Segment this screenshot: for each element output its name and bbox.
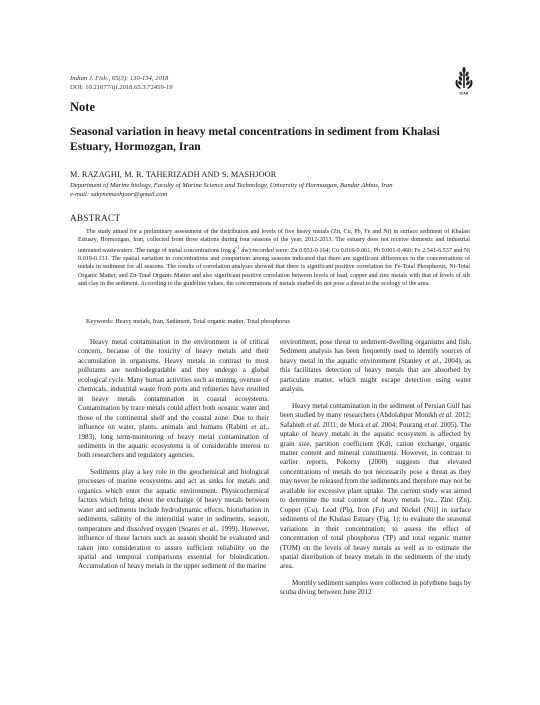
text-span: environment, pose threat to sediment-dwelling organisms and fish. Sediment analysis has been frequently used to identify sources of heavy metal in the aquatic environment (Stanley xyxy=(280,338,471,365)
text-span: 2004; Pourang xyxy=(379,420,425,429)
text-span-italic: viz., xyxy=(425,496,438,505)
department: Department of Marine biology, Faculty of Marine Science and Technology, University of Hormozgan, Bandar Abbas, Iran xyxy=(70,182,393,189)
text-span: Monthly sediment samples were collected in polythene bags by scuba diving between June 2012 xyxy=(280,578,471,597)
doi: DOI: 10.21077/ijf.2018.65.3.72459-19 xyxy=(70,84,173,91)
keywords: Keywords: Heavy metals, Iran, Sediment, Total organic matter, Total phosphorus xyxy=(86,318,290,325)
text-span: Heavy metal contamination in the environment is of critical concern, because of the toxicity of heavy metals and their accumulation in organisms. Heavy metals in contrast to most pollutants are nonbiodegradable and they undergo a global ecological cycle. Many human activities such as mining, overuse of chemicals, industrial waste from ports and refineries have resulted in heavy metals contamination in coastal ecosystems. Contamination by trace metals could affect both oceanic water and those of the continental shelf and the coastal zone. Due to their influence on water, plants, animals and humans (Rabitti xyxy=(78,338,269,432)
abstract-text xyxy=(78,228,470,288)
text-span-italic: et al. xyxy=(439,411,454,420)
body-paragraph xyxy=(280,402,471,572)
text-span: Sediments play a key role in the geochemical and biological processes of marine ecosystems and act as sinks for metals and organics which enter the aquatic environment. Physicochemical factors which bring about the exchange of heavy metals between water and sediments include hydrodynamic effects, bioturbation in sediments, salinity of the interstitial water in sediments, season, temperature and dissolved oxygen (Soares xyxy=(78,467,269,533)
authors: M. RAZAGHI, M. R. TAHERIZADH AND S. MASHJOOR xyxy=(70,170,277,179)
text-span-italic: et al xyxy=(251,423,266,432)
text-span: ., 1983), long term-monitoring of heavy metal contamination of sediments in the aquatic ecosystems is of considerable interest to both researchers and regulatory agencies. xyxy=(78,423,269,460)
logo-caption: ICAR xyxy=(459,91,469,96)
text-span-italic: et al. xyxy=(202,524,217,533)
journal-citation: Indian J. Fish., 65(3): 130-134, 2018 xyxy=(70,75,169,82)
body-column-left xyxy=(78,338,269,579)
text-span-italic: et al. xyxy=(306,420,321,429)
text-span: 2011; de Mora xyxy=(320,420,366,429)
body-column-right xyxy=(280,338,471,605)
body-paragraph xyxy=(78,338,269,461)
wheat-emblem-icon xyxy=(452,66,476,96)
abstract-part-1: The study aimed for a preliminary assessment of the distribution and levels of five heavy metals (Zn, Cu, Pb, Fe and Ni) in surface sediment of Khalasi Estuary, Hormozgan, Iran, collected from three stations during four seasons of the year, 2012-2013. The estuary does not receive domestic and industrial untreated wastewaters. The range of metal concentrations (mg g xyxy=(78,229,470,255)
text-span: 2005). The uptake of heavy metals in the aquatic ecosystem is affected by grain size, partition coefficient (Kd), cation exchange, organic matter content and mineral constituents. However, in contrast to earlier reports, Pokorny (2000) suggests that elevated concentrations of metals do not necessarily pose a threat as they may never be released from the sediments and therefore may not be available for excessive plant uptake. The current study was aimed to determine the total content of heavy metals [ xyxy=(280,420,471,505)
journal-header xyxy=(70,74,173,92)
text-span: Zinc (Zn), Copper (Cu), Lead (Pb), Iron (Fe) and Nickel (Ni)] in surface sediments of the Khalasi Estuary (Fig. 1); to evaluate the seasonal variations in their concentration; to assess the effect of concentration of total phosphorus (TP) and total organic matter (TOM) on the levels of heavy metals as well as to estimate the spatial distribution of heavy metals in the sediments of the study area. xyxy=(280,496,471,571)
abstract-part-2: dw) recorded were: Zn 0.051-0.164; Cu 0.016-0.061; Pb 0.001-0.460; Fe 2.541-6.537 and Ni 0.019-0.131. The spatial variation in concentrations and comparison among seasons indicated that there are significant differences in the concentrations of metals in sediment for all seasons. The results of correlation analyses showed that there is significant positive correlation for Fe-Total Phosphorus, Ni-Total Organic Matter, and Zn-Total Organic Matter and also significant positive correlation between levels of lead, copper and zinc metals with that of levels of silt and clay in the sediment. According to the guideline values, the concentrations of metals studied do not pose a threat to the ecology of the area. xyxy=(78,248,470,287)
body-paragraph xyxy=(280,579,471,598)
text-span-italic: et al xyxy=(424,356,439,365)
body-paragraph xyxy=(78,468,269,572)
section-label: Note xyxy=(70,100,95,114)
text-span-italic: et al. xyxy=(365,420,380,429)
text-span: ., 2004), as this facilitates detection of heavy metals that are absorbed by particulate matter, which might escape detection using water analysis. xyxy=(280,356,471,394)
text-span: 2012; Safahieh xyxy=(280,411,471,429)
body-paragraph xyxy=(280,338,471,395)
affiliation xyxy=(70,182,490,199)
abstract-superscript: -1 xyxy=(235,245,240,252)
text-span: , 1999). However, influence of these factors such as season should be evaluated and taken into consideration to assure sufficient reliability on the spatial and temporal comparisons essential for bioindication. Accumulation of heavy metals in the upper sediment of the marine xyxy=(78,524,270,571)
text-span: Heavy metal contamination in the sediment of Persian Gulf has been studied by many researchers (Abdolahpur Monikh xyxy=(280,401,471,420)
abstract-heading: ABSTRACT xyxy=(70,213,121,223)
paper-title: Seasonal variation in heavy metal concentrations in sediment from Khalasi Estuary, Hormozgan, Iran xyxy=(70,125,440,153)
email: e-mail: sakynemashjoor@gmail.com xyxy=(70,190,168,198)
text-span-italic: et al. xyxy=(424,420,439,429)
